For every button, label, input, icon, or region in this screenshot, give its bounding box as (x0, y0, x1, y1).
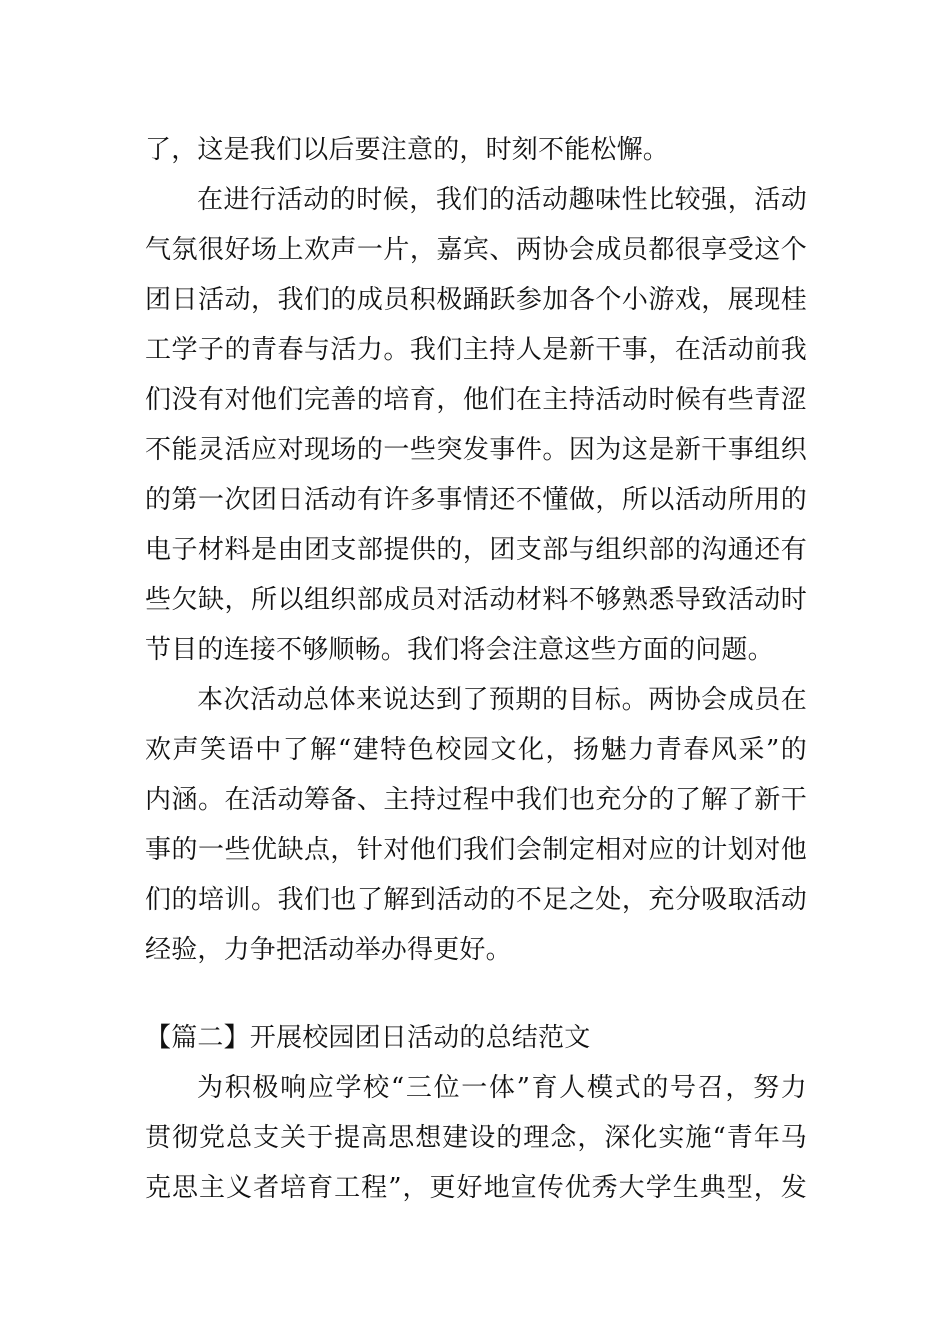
text-line: 些欠缺，所以组织部成员对活动材料不够熟悉导致活动时 (145, 585, 807, 615)
text-line: 贯彻党总支关于提高思想建设的理念，深化实施“青年马 (145, 1123, 807, 1153)
text-line: 工学子的青春与活力。我们主持人是新干事，在活动前我 (145, 335, 807, 365)
text-line: 事的一些优缺点，针对他们我们会制定相对应的计划对他 (145, 835, 807, 865)
text-line: 团日活动，我们的成员积极踊跃参加各个小游戏，展现桂 (145, 285, 807, 315)
paragraph-3 (145, 675, 807, 975)
text-line: 节目的连接不够顺畅。我们将会注意这些方面的问题。 (145, 635, 774, 665)
text-line: 不能灵活应对现场的一些突发事件。因为这是新干事组织 (145, 435, 807, 465)
document-page (145, 125, 807, 1213)
paragraph-2 (145, 175, 807, 675)
paragraph-1-tail (145, 125, 807, 175)
text-line: 们没有对他们完善的培育，他们在主持活动时候有些青涩 (145, 385, 807, 415)
text-line: 的第一次团日活动有许多事情还不懂做，所以活动所用的 (145, 485, 807, 515)
section-spacer (145, 975, 807, 1013)
text-line: 了，这是我们以后要注意的，时刻不能松懈。 (145, 135, 670, 165)
text-line: 气氛很好场上欢声一片，嘉宾、两协会成员都很享受这个 (145, 235, 807, 265)
text-line: 本次活动总体来说达到了预期的目标。两协会成员在 (197, 685, 807, 715)
text-line: 在进行活动的时候，我们的活动趣味性比较强，活动 (197, 185, 807, 215)
text-line: 们的培训。我们也了解到活动的不足之处，充分吸取活动 (145, 885, 807, 915)
paragraph-4 (145, 1063, 807, 1213)
text-line: 欢声笑语中了解“建特色校园文化，扬魅力青春风采”的 (145, 735, 807, 765)
text-line: 克思主义者培育工程”，更好地宣传优秀大学生典型，发 (145, 1173, 807, 1203)
text-line: 电子材料是由团支部提供的，团支部与组织部的沟通还有 (145, 535, 807, 565)
text-line: 为积极响应学校“三位一体”育人模式的号召，努力 (197, 1073, 807, 1103)
text-line: 内涵。在活动筹备、主持过程中我们也充分的了解了新干 (145, 785, 807, 815)
section-heading: 【篇二】开展校园团日活动的总结范文 (145, 1023, 591, 1053)
text-line: 经验，力争把活动举办得更好。 (145, 935, 512, 965)
